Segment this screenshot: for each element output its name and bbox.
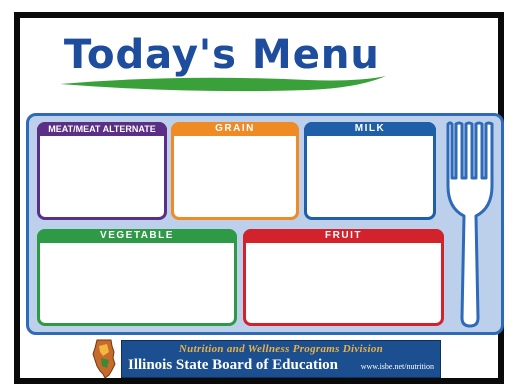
title-area <box>58 32 388 100</box>
footer-division: Nutrition and Wellness Programs Division <box>178 343 384 355</box>
meat-header: MEAT/MEAT ALTERNATE <box>37 122 167 136</box>
footer-banner <box>121 340 441 378</box>
footer-board: Illinois State Board of Education <box>128 357 339 373</box>
milk-header: MILK <box>304 122 436 136</box>
fruit-section <box>243 229 444 326</box>
fruit-header: FRUIT <box>243 229 444 243</box>
footer-url: www.isbe.net/nutrition <box>360 362 434 371</box>
illinois-state-icon <box>91 338 117 380</box>
fork-icon <box>442 120 498 330</box>
vegetable-header: VEGETABLE <box>37 229 237 243</box>
grain-header: GRAIN <box>171 122 299 136</box>
vegetable-section <box>37 229 237 326</box>
page-title: Today's Menu <box>64 32 380 78</box>
grain-section <box>171 122 299 220</box>
milk-section <box>304 122 436 220</box>
meat-section <box>37 122 167 220</box>
